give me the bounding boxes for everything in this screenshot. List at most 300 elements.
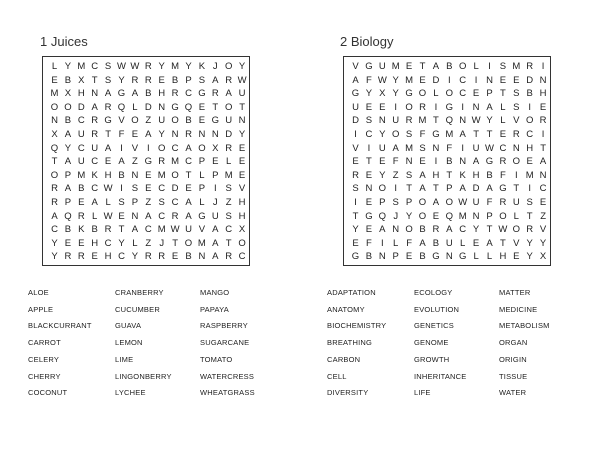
grid-letter: J xyxy=(159,237,165,249)
grid-letter: B xyxy=(486,169,493,181)
word-list-item: LYCHEE xyxy=(115,388,146,398)
grid-letter: J xyxy=(212,61,218,72)
grid-letter: W xyxy=(458,197,468,208)
puzzle-name: Juices xyxy=(50,34,88,49)
grid-letter: L xyxy=(460,237,466,249)
grid-letter: M xyxy=(157,224,166,236)
grid-letter: W xyxy=(237,74,247,86)
grid-letter: F xyxy=(118,129,125,140)
grid-letter: B xyxy=(64,74,72,86)
grid-letter: E xyxy=(104,156,112,168)
word-list-item: LINGONBERRY xyxy=(115,371,172,381)
grid-letter: E xyxy=(352,156,359,168)
grid-letter: Y xyxy=(64,142,72,154)
grid-letter: H xyxy=(472,169,480,181)
grid-letter: A xyxy=(486,183,493,195)
grid-letter: O xyxy=(512,156,520,168)
grid-letter: Z xyxy=(540,210,546,222)
grid-letter: O xyxy=(171,115,179,127)
grid-letter: Y xyxy=(379,169,386,181)
grid-letter: A xyxy=(185,197,192,208)
grid-letter: E xyxy=(212,156,219,168)
grid-letter: T xyxy=(185,169,192,181)
grid-letter: E xyxy=(526,156,533,168)
grid-letter: I xyxy=(213,183,217,195)
grid-letter: B xyxy=(64,224,72,236)
grid-letter: G xyxy=(458,251,467,263)
grid-letter: R xyxy=(158,156,166,168)
grid-letter: T xyxy=(91,74,98,86)
grid-letter: F xyxy=(392,156,399,168)
grid-letter: Y xyxy=(238,61,246,72)
grid-letter: P xyxy=(486,210,493,222)
grid-letter: V xyxy=(513,237,520,249)
grid-letter: T xyxy=(499,88,506,100)
grid-letter: U xyxy=(472,197,480,208)
grid-letter: P xyxy=(198,156,206,168)
grid-letter: R xyxy=(225,74,233,86)
grid-letter: K xyxy=(459,169,466,181)
grid-letter: Y xyxy=(51,251,58,263)
grid-letter: Y xyxy=(131,251,139,263)
word-list-item: METABOLISM xyxy=(499,321,550,331)
grid-letter: P xyxy=(185,74,192,86)
grid-letter: X xyxy=(539,251,547,263)
grid-letter: C xyxy=(238,251,246,263)
grid-letter: Y xyxy=(158,129,165,140)
grid-letter: C xyxy=(104,237,112,249)
grid-letter: E xyxy=(365,101,373,113)
grid-letter: E xyxy=(499,74,507,86)
grid-letter: S xyxy=(365,115,373,127)
grid-letter: R xyxy=(352,169,359,181)
grid-letter: R xyxy=(405,115,413,127)
grid-letter: F xyxy=(446,142,453,154)
grid-letter: L xyxy=(199,169,205,181)
grid-letter: H xyxy=(539,88,547,100)
grid-letter: D xyxy=(352,115,359,127)
grid-letter: S xyxy=(405,129,413,140)
grid-letter: I xyxy=(514,169,518,181)
grid-letter: B xyxy=(446,61,453,72)
grid-letter: E xyxy=(472,88,480,100)
grid-letter: Y xyxy=(405,210,413,222)
word-list-item: CUCUMBER xyxy=(115,304,160,314)
grid-letter: I xyxy=(541,61,545,72)
grid-letter: T xyxy=(432,183,439,195)
grid-letter: T xyxy=(513,183,520,195)
grid-letter: R xyxy=(419,101,426,113)
grid-letter: B xyxy=(118,169,125,181)
grid-letter: E xyxy=(379,101,386,113)
grid-letter: M xyxy=(405,74,414,86)
grid-letter: V xyxy=(131,142,139,154)
grid-letter: W xyxy=(485,142,494,154)
word-list-item: ORIGIN xyxy=(499,354,527,364)
grid-letter: H xyxy=(77,88,85,100)
grid-letter: W xyxy=(103,210,113,222)
grid-letter: B xyxy=(432,237,440,249)
grid-letter: X xyxy=(51,129,58,140)
grid-letter: A xyxy=(91,101,98,113)
grid-letter: M xyxy=(458,210,467,222)
grid-letter: W xyxy=(471,115,481,127)
grid-letter: W xyxy=(170,224,180,236)
grid-letter: Y xyxy=(118,237,125,249)
grid-letter: A xyxy=(379,224,386,236)
grid-letter: U xyxy=(472,142,480,154)
grid-letter: T xyxy=(486,129,493,140)
grid-letter: A xyxy=(212,224,219,236)
grid-letter: A xyxy=(64,129,72,140)
word-list-item: CELL xyxy=(327,371,347,381)
grid-letter: C xyxy=(118,251,125,263)
grid-letter: S xyxy=(104,74,112,86)
grid-letter: Q xyxy=(378,210,386,222)
grid-letter: M xyxy=(171,156,180,168)
grid-letter: Q xyxy=(50,142,59,154)
grid-letter: B xyxy=(365,251,373,263)
grid-letter: V xyxy=(118,115,125,127)
word-list-item: GROWTH xyxy=(414,354,450,364)
grid-letter: N xyxy=(392,224,400,236)
grid-letter: R xyxy=(77,210,85,222)
grid-letter: S xyxy=(104,61,112,72)
grid-letter: F xyxy=(499,169,506,181)
word-list-item: COCONUT xyxy=(28,388,68,398)
grid-letter: E xyxy=(51,74,58,86)
word-list-item: WATERCRESS xyxy=(200,371,255,381)
grid-letter: U xyxy=(445,237,453,249)
grid-letter: Z xyxy=(225,197,232,208)
grid-letter: R xyxy=(77,251,85,263)
grid-letter: U xyxy=(378,61,386,72)
grid-letter: U xyxy=(91,142,99,154)
grid-letter: L xyxy=(486,251,493,263)
grid-letter: I xyxy=(120,142,123,154)
grid-letter: E xyxy=(171,251,179,263)
grid-letter: I xyxy=(434,101,438,113)
word-list-item: CRANBERRY xyxy=(115,288,164,297)
grid-letter: V xyxy=(352,142,359,154)
grid-letter: G xyxy=(351,251,360,263)
grid-letter: N xyxy=(378,115,386,127)
word-list-item: EVOLUTION xyxy=(414,304,460,314)
grid-letter: H xyxy=(91,237,99,249)
grid-letter: Z xyxy=(131,156,138,168)
grid-letter: N xyxy=(91,88,99,100)
grid-letter: E xyxy=(352,237,359,249)
grid-letter: O xyxy=(198,142,206,154)
grid-letter: E xyxy=(539,197,547,208)
grid-letter: I xyxy=(120,183,123,195)
grid-letter: B xyxy=(419,251,426,263)
grid-letter: E xyxy=(499,129,507,140)
grid-letter: M xyxy=(157,169,166,181)
grid-letter: H xyxy=(238,210,246,222)
grid-letter: O xyxy=(131,115,139,127)
word-list-item: BIOCHEMISTRY xyxy=(327,321,387,331)
grid-letter: U xyxy=(225,115,233,127)
grid-letter: E xyxy=(472,237,480,249)
grid-letter: C xyxy=(77,115,85,127)
grid-letter: N xyxy=(472,101,480,113)
grid-letter: O xyxy=(525,115,534,127)
grid-letter: E xyxy=(118,210,125,222)
grid-letter: T xyxy=(105,129,111,140)
grid-letter: M xyxy=(391,61,400,72)
grid-letter: D xyxy=(77,101,85,113)
grid-letter: K xyxy=(198,61,206,72)
puzzle-number: 2 xyxy=(340,34,348,49)
grid-letter: W xyxy=(130,61,140,72)
grid-letter: A xyxy=(212,74,219,86)
grid-letter: P xyxy=(212,169,219,181)
grid-letter: A xyxy=(185,210,192,222)
grid-letter: T xyxy=(212,101,219,113)
grid-letter: Y xyxy=(365,88,373,100)
word-list-item: APPLE xyxy=(28,304,54,314)
grid-letter: E xyxy=(365,224,373,236)
grid-letter: G xyxy=(198,210,206,222)
grid-letter: C xyxy=(539,183,547,195)
grid-letter: O xyxy=(512,224,520,236)
grid-letter: B xyxy=(171,74,179,86)
grid-letter: E xyxy=(78,197,85,208)
grid-letter: A xyxy=(145,210,152,222)
word-list-item: TISSUE xyxy=(499,371,528,381)
grid-letter: M xyxy=(445,129,454,140)
grid-letter: V xyxy=(198,224,206,236)
grid-letter: E xyxy=(419,74,426,86)
grid-letter: L xyxy=(199,197,205,208)
grid-letter: C xyxy=(51,224,58,236)
grid-letter: Y xyxy=(64,61,72,72)
grid-letter: T xyxy=(365,156,372,168)
grid-letter: C xyxy=(171,142,179,154)
grid-letter: Y xyxy=(352,224,359,236)
grid-letter: V xyxy=(513,115,520,127)
grid-letter: R xyxy=(499,197,507,208)
grid-letter: T xyxy=(432,115,439,127)
grid-letter: E xyxy=(238,142,246,154)
grid-letter: P xyxy=(392,251,399,263)
grid-letter: O xyxy=(418,197,427,208)
grid-letter: O xyxy=(64,101,72,113)
word-list-item: CHERRY xyxy=(28,371,61,381)
grid-letter: O xyxy=(157,142,166,154)
grid-letter: G xyxy=(445,101,453,113)
grid-letter: T xyxy=(172,237,178,249)
grid-letter: U xyxy=(238,88,246,100)
grid-letter: G xyxy=(365,61,373,72)
word-list-item: ECOLOGY xyxy=(414,288,453,297)
grid-letter: Q xyxy=(64,210,72,222)
grid-letter: O xyxy=(418,210,427,222)
grid-letter: Q xyxy=(184,101,193,113)
grid-letter: X xyxy=(379,88,386,100)
grid-letter: I xyxy=(528,101,531,113)
word-list-item: PAPAYA xyxy=(200,304,229,314)
grid-letter: L xyxy=(132,101,138,113)
grid-letter: L xyxy=(513,210,519,222)
word-list-item: TOMATO xyxy=(200,354,233,364)
grid-letter: A xyxy=(104,142,112,154)
grid-letter: N xyxy=(432,142,440,154)
grid-letter: A xyxy=(432,61,440,72)
grid-letter: U xyxy=(392,115,400,127)
grid-letter: G xyxy=(211,115,219,127)
grid-letter: I xyxy=(354,129,357,140)
grid-letter: I xyxy=(380,237,384,249)
grid-letter: R xyxy=(225,251,233,263)
grid-letter: F xyxy=(419,129,426,140)
word-list-item: BREATHING xyxy=(327,338,372,348)
grid-letter: A xyxy=(64,156,72,168)
grid-row xyxy=(43,249,249,264)
grid-letter: N xyxy=(158,101,166,113)
grid-letter: R xyxy=(51,197,58,208)
grid-letter: P xyxy=(486,88,493,100)
grid-letter: A xyxy=(118,156,125,168)
grid-letter: E xyxy=(145,169,152,181)
grid-letter: A xyxy=(419,169,426,181)
grid-letter: R xyxy=(64,251,72,263)
grid-letter: L xyxy=(473,61,479,72)
grid-letter: N xyxy=(51,115,58,127)
grid-letter: N xyxy=(131,210,139,222)
grid-letter: K xyxy=(78,224,85,236)
grid-letter: H xyxy=(238,197,246,208)
grid-letter: U xyxy=(158,115,166,127)
grid-letter: R xyxy=(526,224,534,236)
grid-letter: R xyxy=(526,61,534,72)
grid-letter: A xyxy=(446,224,453,236)
grid-letter: M xyxy=(224,169,233,181)
letter-grid xyxy=(343,56,551,266)
grid-letter: F xyxy=(365,74,372,86)
grid-letter: Q xyxy=(117,101,126,113)
grid-letter: C xyxy=(144,224,152,236)
grid-letter: F xyxy=(406,237,412,249)
grid-letter: C xyxy=(91,61,99,72)
grid-letter: N xyxy=(459,115,467,127)
word-list-item: WHEATGRASS xyxy=(200,388,255,398)
grid-letter: N xyxy=(131,169,139,181)
grid-letter: R xyxy=(91,115,99,127)
grid-letter: A xyxy=(352,74,359,86)
grid-letter: S xyxy=(225,210,232,222)
grid-letter: V xyxy=(238,183,246,195)
grid-letter: A xyxy=(486,237,493,249)
word-list-item: BLACKCURRANT xyxy=(28,321,92,331)
grid-letter: C xyxy=(91,183,99,195)
word-list-item: LIME xyxy=(115,354,134,364)
grid-letter: S xyxy=(513,88,520,100)
grid-letter: P xyxy=(64,169,72,181)
grid-letter: L xyxy=(92,210,98,222)
grid-letter: H xyxy=(432,169,440,181)
grid-letter: E xyxy=(238,156,246,168)
grid-letter: L xyxy=(132,237,138,249)
grid-letter: C xyxy=(171,197,179,208)
grid-letter: R xyxy=(432,224,440,236)
grid-letter: T xyxy=(406,183,412,195)
grid-letter: C xyxy=(526,129,534,140)
word-list-item: SUGARCANE xyxy=(200,338,250,348)
grid-letter: M xyxy=(418,115,427,127)
grid-letter: N xyxy=(539,169,547,181)
grid-letter: O xyxy=(445,88,453,100)
grid-letter: E xyxy=(198,101,206,113)
grid-letter: S xyxy=(392,197,399,208)
grid-letter: E xyxy=(405,251,413,263)
grid-letter: G xyxy=(351,88,360,100)
grid-letter: A xyxy=(64,183,72,195)
grid-letter: H xyxy=(104,169,112,181)
grid-letter: U xyxy=(77,129,85,140)
grid-letter: E xyxy=(513,74,520,86)
grid-letter: T xyxy=(352,210,359,222)
grid-letter: L xyxy=(226,156,232,168)
grid-letter: A xyxy=(459,129,466,140)
word-list-item: CELERY xyxy=(28,354,60,364)
grid-letter: C xyxy=(459,88,467,100)
grid-letter: I xyxy=(528,183,531,195)
grid-letter: A xyxy=(131,88,139,100)
grid-letter: A xyxy=(104,88,112,100)
grid-letter: N xyxy=(365,183,373,195)
grid-letter: I xyxy=(146,142,150,154)
grid-letter: I xyxy=(354,197,357,208)
grid-letter: E xyxy=(131,129,139,140)
grid-letter: X xyxy=(212,142,219,154)
grid-letter: N xyxy=(459,156,467,168)
grid-letter: T xyxy=(473,129,479,140)
grid-letter: Y xyxy=(158,61,165,72)
word-list-item: GENOME xyxy=(414,338,449,348)
grid-letter: W xyxy=(498,224,508,236)
grid-letter: D xyxy=(225,129,233,140)
grid-letter: B xyxy=(64,115,72,127)
grid-letter: A xyxy=(131,224,139,236)
grid-letter: E xyxy=(198,115,206,127)
grid-letter: A xyxy=(459,183,466,195)
word-list-item: MEDICINE xyxy=(499,304,538,314)
grid-letter: U xyxy=(185,224,192,236)
grid-letter: M xyxy=(197,237,206,249)
grid-letter: O xyxy=(405,224,413,236)
grid-letter: C xyxy=(365,129,373,140)
grid-letter: S xyxy=(499,61,507,72)
grid-letter: B xyxy=(185,251,192,263)
grid-letter: N xyxy=(211,129,219,140)
grid-letter: A xyxy=(432,197,440,208)
grid-letter: Y xyxy=(539,237,547,249)
letter-grid xyxy=(42,56,250,266)
grid-letter: Y xyxy=(379,129,386,140)
grid-letter: N xyxy=(445,251,453,263)
grid-letter: Z xyxy=(145,197,152,208)
grid-letter: O xyxy=(171,169,179,181)
word-list-item: WATER xyxy=(499,388,527,398)
grid-letter: H xyxy=(104,251,112,263)
grid-letter: Y xyxy=(51,237,58,249)
word-list-item: DIVERSITY xyxy=(327,388,369,398)
grid-letter: P xyxy=(446,183,453,195)
grid-letter: F xyxy=(486,197,493,208)
word-list-item: LEMON xyxy=(115,338,143,348)
